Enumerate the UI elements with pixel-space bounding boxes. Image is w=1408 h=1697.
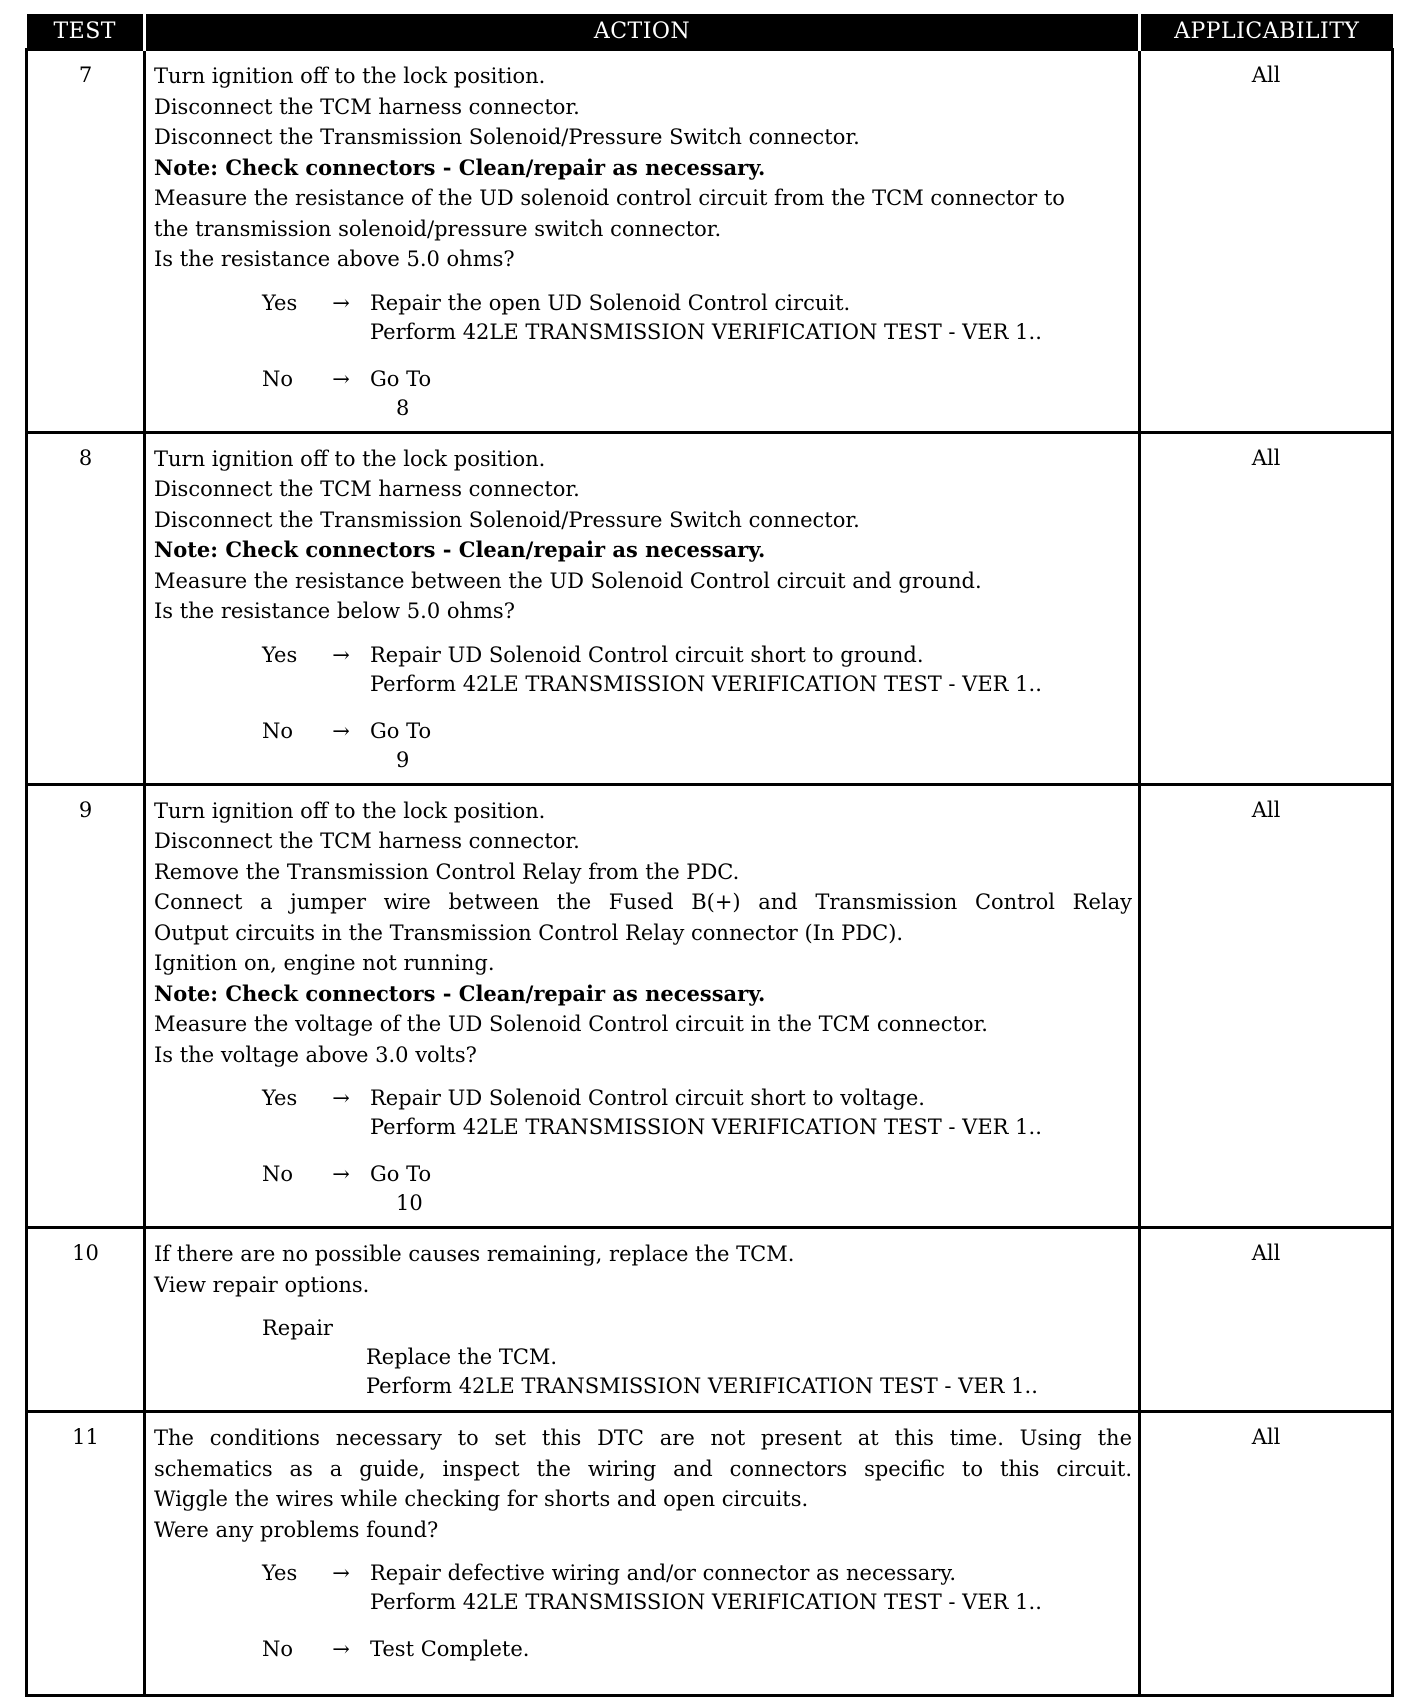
right-arrow-icon: → <box>332 366 350 391</box>
test-number: 9 <box>27 784 145 1228</box>
applicability-value: All <box>1140 432 1393 784</box>
no-choice <box>262 1635 1132 1664</box>
action-line: View repair options. <box>154 1272 370 1297</box>
goto-target: 8 <box>396 395 410 420</box>
question-line: Is the resistance below 5.0 ohms? <box>154 599 515 623</box>
action-line: Disconnect the TCM harness connector. <box>154 94 580 119</box>
verification-test-line: Perform 42LE TRANSMISSION VERIFICATION TEST - VER 1.. <box>370 671 1042 696</box>
answer-choices <box>154 1084 1132 1218</box>
applicability-value: All <box>1140 50 1393 433</box>
yes-text: Repair UD Solenoid Control circuit short to voltage. <box>370 1086 925 1110</box>
goto-text: Go To <box>370 1162 432 1186</box>
table-row-test-8 <box>27 432 1393 784</box>
no-choice <box>262 717 1132 775</box>
no-label: No <box>262 718 294 743</box>
no-choice <box>262 365 1132 423</box>
yes-label: Yes <box>262 1561 298 1585</box>
yes-result <box>370 641 1132 699</box>
test-number: 10 <box>27 1228 145 1412</box>
verification-test-line: Perform 42LE TRANSMISSION VERIFICATION TEST - VER 1.. <box>370 1115 1042 1139</box>
action-line: Ignition on, engine not running. <box>154 951 495 975</box>
action-cell <box>145 1412 1140 1696</box>
action-line: Measure the voltage of the UD Solenoid Control circuit in the TCM connector. <box>154 1012 988 1036</box>
repair-options <box>154 1314 1132 1401</box>
applicability-value: All <box>1140 784 1393 1228</box>
repair-label: Repair <box>262 1316 333 1340</box>
yes-choice <box>262 1084 1132 1142</box>
header-applicability: APPLICABILITY <box>1140 14 1393 50</box>
yes-result <box>370 1084 1132 1142</box>
yes-result <box>370 1559 1132 1617</box>
verification-test-line: Perform 42LE TRANSMISSION VERIFICATION TEST - VER 1.. <box>370 319 1042 344</box>
action-line: the transmission solenoid/pressure switch connector. <box>154 216 722 241</box>
action-line: schematics as a guide, inspect the wiring and connectors specific to this circuit. <box>154 1456 1132 1481</box>
test-complete-text: Test Complete. <box>370 1637 530 1661</box>
table-row-test-11 <box>27 1412 1393 1696</box>
action-cell <box>145 1228 1140 1412</box>
action-line: Disconnect the TCM harness connector. <box>154 477 580 501</box>
answer-choices <box>154 1559 1132 1664</box>
action-line: Turn ignition off to the lock position. <box>154 798 546 823</box>
test-procedure-table <box>25 14 1394 1697</box>
no-result <box>370 1160 1132 1218</box>
no-label: No <box>262 366 294 391</box>
applicability-value: All <box>1140 1412 1393 1696</box>
table-row-test-9 <box>27 784 1393 1228</box>
repair-text: Replace the TCM. <box>366 1345 558 1369</box>
yes-text: Repair the open UD Solenoid Control circuit. <box>370 290 851 315</box>
no-label: No <box>262 1162 294 1186</box>
test-number: 7 <box>27 50 145 433</box>
no-choice <box>262 1160 1132 1218</box>
yes-label: Yes <box>262 642 298 667</box>
note-line: Note: Check connectors - Clean/repair as necessary. <box>154 154 766 180</box>
action-line: Turn ignition off to the lock position. <box>154 64 546 88</box>
verification-test-line: Perform 42LE TRANSMISSION VERIFICATION TEST - VER 1.. <box>370 1590 1042 1614</box>
table-header-row <box>27 14 1393 50</box>
answer-choices <box>154 289 1132 423</box>
question-line: Were any problems found? <box>154 1517 439 1542</box>
action-line: Measure the resistance between the UD Solenoid Control circuit and ground. <box>154 568 982 593</box>
header-test: TEST <box>27 14 145 50</box>
action-line: The conditions necessary to set this DTC are not present at this time. Using the <box>154 1426 1132 1450</box>
action-line: Measure the resistance of the UD solenoid control circuit from the TCM connector to <box>154 186 1065 210</box>
yes-choice <box>262 641 1132 699</box>
action-line: Remove the Transmission Control Relay from the PDC. <box>154 859 740 884</box>
note-line: Note: Check connectors - Clean/repair as necessary. <box>154 537 766 562</box>
yes-label: Yes <box>262 290 298 315</box>
right-arrow-icon: → <box>332 290 350 315</box>
right-arrow-icon: → <box>332 1561 350 1585</box>
yes-result <box>370 289 1132 347</box>
table-row-test-10 <box>27 1228 1393 1412</box>
question-line: Is the resistance above 5.0 ohms? <box>154 247 515 271</box>
action-line: Wiggle the wires while checking for shorts and open circuits. <box>154 1487 809 1511</box>
yes-text: Repair defective wiring and/or connector as necessary. <box>370 1561 957 1585</box>
right-arrow-icon: → <box>332 1086 350 1110</box>
no-result <box>370 1635 1132 1664</box>
test-number: 8 <box>27 432 145 784</box>
goto-text: Go To <box>370 366 432 391</box>
action-line: If there are no possible causes remaining, replace the TCM. <box>154 1242 795 1266</box>
action-line: Disconnect the Transmission Solenoid/Pressure Switch connector. <box>154 125 860 149</box>
right-arrow-icon: → <box>332 718 350 743</box>
yes-text: Repair UD Solenoid Control circuit short to ground. <box>370 642 924 667</box>
test-number: 11 <box>27 1412 145 1696</box>
header-action: ACTION <box>145 14 1140 50</box>
action-cell <box>145 50 1140 433</box>
no-result <box>370 717 1132 775</box>
answer-choices <box>154 641 1132 775</box>
applicability-value: All <box>1140 1228 1393 1412</box>
action-line: Disconnect the TCM harness connector. <box>154 829 580 853</box>
yes-choice <box>262 289 1132 347</box>
note-line: Note: Check connectors - Clean/repair as necessary. <box>154 980 766 1006</box>
question-line: Is the voltage above 3.0 volts? <box>154 1042 477 1067</box>
yes-choice <box>262 1559 1132 1617</box>
goto-target: 10 <box>396 1191 423 1215</box>
repair-items <box>262 1343 1132 1401</box>
right-arrow-icon: → <box>332 1637 350 1661</box>
right-arrow-icon: → <box>332 642 350 667</box>
action-cell <box>145 432 1140 784</box>
right-arrow-icon: → <box>332 1162 350 1186</box>
action-line: Turn ignition off to the lock position. <box>154 446 546 471</box>
action-cell <box>145 784 1140 1228</box>
action-line: Output circuits in the Transmission Control Relay connector (In PDC). <box>154 920 904 945</box>
verification-test-line: Perform 42LE TRANSMISSION VERIFICATION TEST - VER 1.. <box>366 1374 1038 1398</box>
action-line: Disconnect the Transmission Solenoid/Pressure Switch connector. <box>154 507 860 532</box>
goto-target: 9 <box>396 747 410 772</box>
no-result <box>370 365 1132 423</box>
no-label: No <box>262 1637 294 1661</box>
table-row-test-7 <box>27 50 1393 433</box>
action-line: Connect a jumper wire between the Fused B(+) and Transmission Control Relay <box>154 890 1132 914</box>
yes-label: Yes <box>262 1086 298 1110</box>
goto-text: Go To <box>370 718 432 743</box>
